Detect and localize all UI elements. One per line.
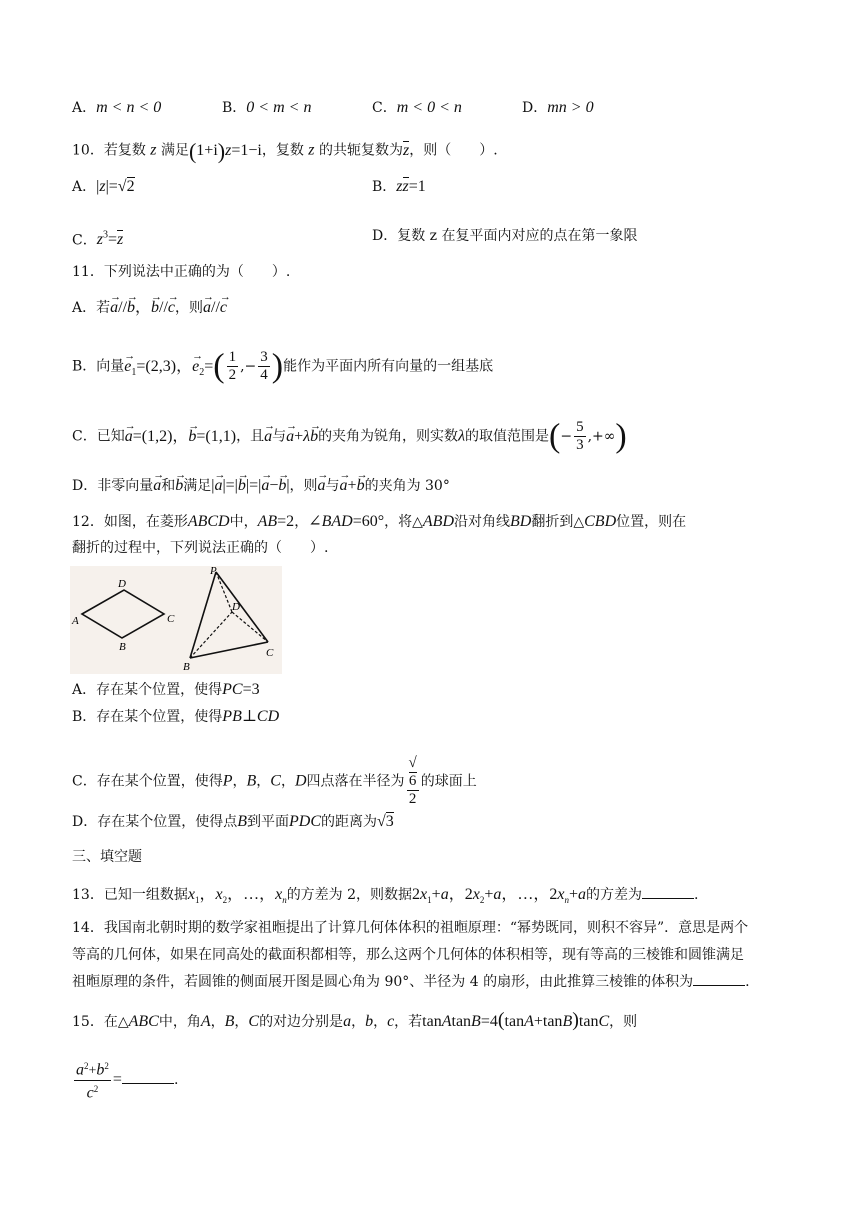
q12-option-b: B．存在某个位置，使得PB⊥CD — [72, 708, 280, 725]
q12-option-c: C．存在某个位置，使得P，B，C，D四点落在半径为 √ 6 2 的球面上 — [72, 755, 477, 807]
fig-label-c2: C — [266, 647, 274, 659]
q10-option-d: D．复数 z 在复平面内对应的点在第一象限 — [372, 228, 638, 244]
q12-stem-line2: 翻折的过程中，下列说法正确的（ ）. — [72, 540, 329, 556]
fig-label-b1: B — [119, 641, 126, 653]
q11-option-a: A．若→ a//→ b，→ b//→ c，则→ a//→ c — [72, 298, 227, 318]
fig-label-p: P — [210, 566, 217, 577]
q10-option-b: B．zz=1 — [372, 178, 426, 195]
q10-option-c: C．$z^3=z$ — [72, 230, 124, 249]
q9-option-c: C．m < 0 < n — [372, 99, 462, 116]
q14-line2: 等高的几何体，如果在同高处的截面积都相等，那么这两个几何体的体积相等，现有等高的三棱锥和圆锥满足 — [72, 947, 744, 963]
q10-stem: 10．若复数 z 满足(1+i)z=1−i，复数 z 的共轭复数为z，则（ ）. — [72, 138, 498, 163]
q12-stem-line1: 12．如图，在菱形ABCD中，AB=2，∠BAD=60°，将△ABD沿对角线BD翻折到△CBD位置，则在 — [72, 513, 687, 530]
q11-option-c: C．已知→ a=(1,2)，→ b=(1,1)，且→ a与→ a+λ→ b的夹角为锐角，则实数λ的取值范围是(− $\frac{5}{3}$ ,+∞) — [72, 419, 627, 454]
fig-label-c1: C — [167, 613, 175, 625]
q14-answer-blank[interactable] — [693, 971, 745, 986]
fig-label-a: A — [72, 615, 79, 627]
edge-pb — [190, 572, 216, 658]
rhombus-fold-figure — [70, 566, 282, 674]
q13-stem: 13．已知一组数据$x_1$，$x_2$，…，$x_n$的方差为 2，则数据$2x_1+a$，$2x_2+a$，…，$2x_n+a$的方差为 . — [72, 886, 699, 906]
edge-pc — [216, 572, 268, 642]
q15-answer-blank[interactable] — [122, 1069, 174, 1084]
edge-pd — [216, 572, 232, 612]
fig-label-d1: D — [118, 578, 126, 590]
q11-stem: 11．下列说法中正确的为（ ）. — [72, 264, 291, 280]
q12-option-d: D．存在某个位置，使得点B到平面PDC的距离为√3 — [72, 813, 394, 830]
q9-option-a: A．m < n < 0 — [72, 99, 162, 116]
q9-option-d: D．mn > 0 — [522, 99, 594, 116]
q14-line1: 14．我国南北朝时期的数学家祖暅提出了计算几何体体积的祖暅原理：“幂势既同，则积不容异”．意思是两个 — [72, 920, 749, 936]
section-title: 三、填空题 — [72, 849, 142, 865]
fig-label-d2: D — [232, 601, 240, 613]
q10-option-a: A．|z|=√2 — [72, 178, 135, 195]
q12-option-a: A．存在某个位置，使得PC=3 — [72, 681, 260, 698]
q13-answer-blank[interactable] — [642, 884, 694, 899]
q15-stem: 15．在△ABC中，角A，B，C的对边分别是a，b，c，若tanAtanB=4(tanA+tanB)tanC，则 — [72, 1009, 638, 1031]
q11-option-b: B．向量→ $e_1=(2,3)$，→ $e_2=$( $\frac{1}{2}$ ,− $\frac{3}{4}$ )能作为平面内所有向量的一组基底 — [72, 349, 493, 384]
q11-option-d: D．非零向量→ a和→ b满足|→ a|=|→ b|=|→ a−→ b|，则→ a与→ a+→ b的夹角为 30° — [72, 476, 450, 496]
q15-answer-line: $\frac{a^2+b^2}{c^2}$ = . — [72, 1058, 178, 1102]
fig-label-b2: B — [183, 661, 190, 673]
rhombus-abcd — [82, 590, 164, 638]
q9-option-b: B．0 < m < n — [222, 99, 312, 116]
q14-line3: 祖暅原理的条件，若圆锥的侧面展开图是圆心角为 90°、半径为 4 的扇形，由此推算三棱锥的体积为 . — [72, 971, 750, 992]
